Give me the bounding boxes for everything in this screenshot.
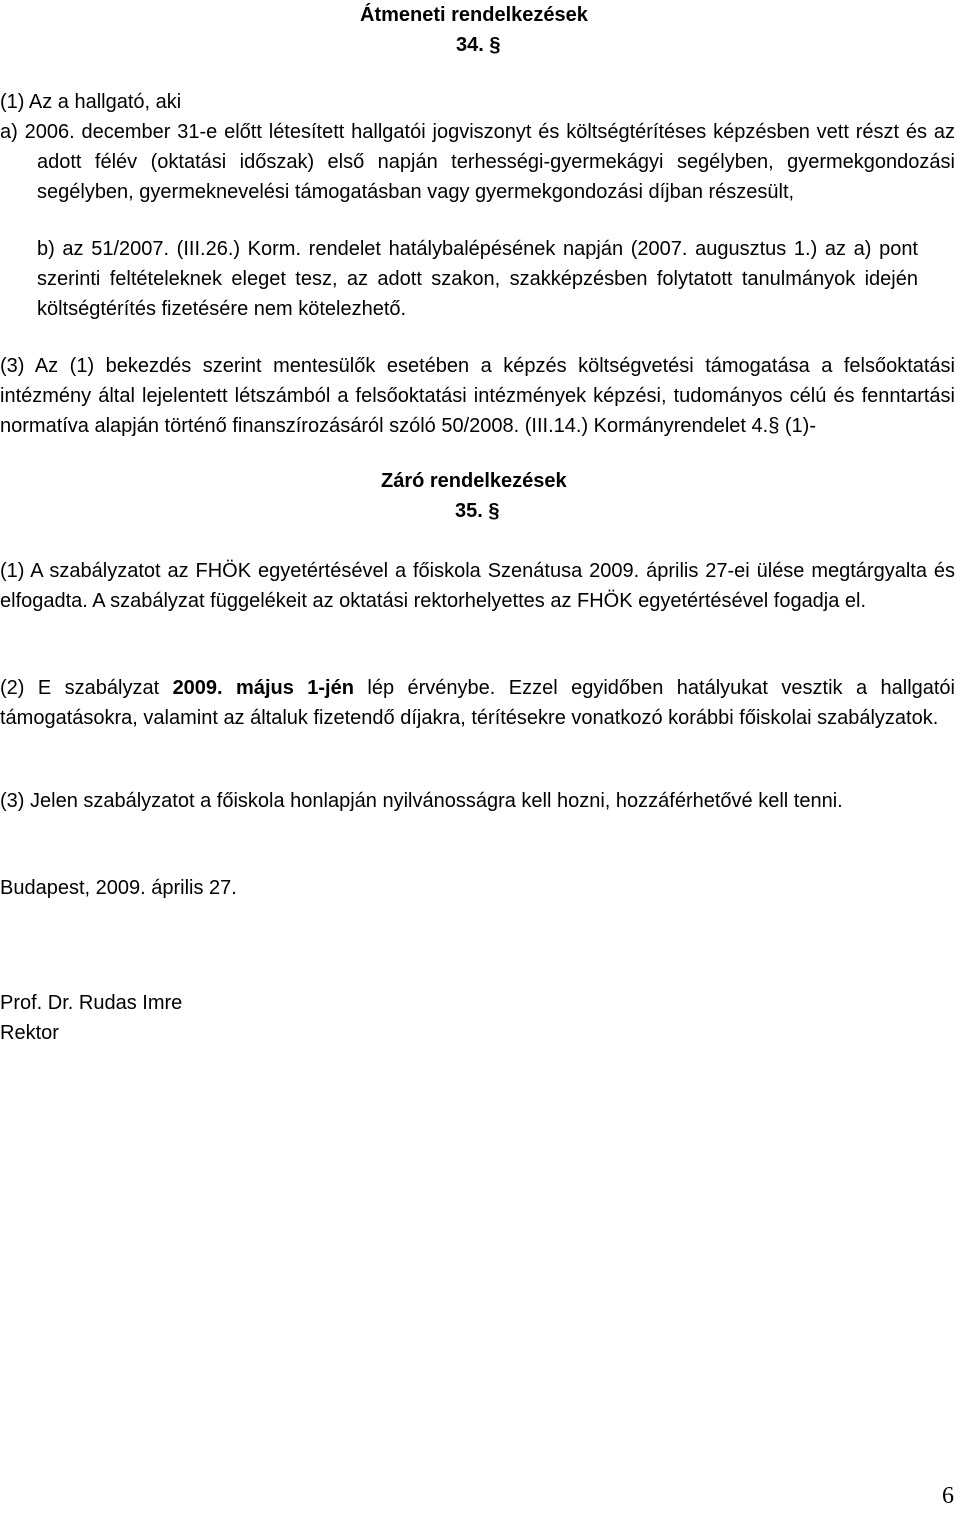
s35-paragraph-3: (3) Jelen szabályzatot a főiskola honlapján nyilvánosságra kell hozni, hozzáférhetővé kell tenni. [0,790,843,812]
effective-date: 2009. május 1-jén [172,677,354,699]
s34-paragraph-1-intro: (1) Az a hallgató, aki [0,91,182,113]
s35-paragraph-2 [0,673,955,733]
heading-closing-provisions: Záró rendelkezések [381,470,567,492]
section-35-number: 35. § [455,500,500,522]
s34-point-a: a) 2006. december 31-e előtt létesített hallgatói jogviszonyt és költségtérítéses képzésben vett részt és az adott félév (oktatási időszak) első napján terhességi-gyermekágyi segélyben, gyermekgondozási segélyben, gyermeknevelési támogatásban vagy gyermekgondozási díjban részesült, [0,121,955,203]
s35-paragraph-2-prefix: (2) E szabályzat [0,677,173,699]
s35-paragraph-1: (1) A szabályzatot az FHÖK egyetértésével a főiskola Szenátusa 2009. április 27-ei ülése megtárgyalta és elfogadta. A szabályzat függelékeit az oktatási rektorhelyettes az FHÖK egyetértésével fogadja el. [0,560,955,612]
signatory-title: Rektor [0,1022,59,1044]
page-number: 6 [942,1483,954,1509]
s34-point-b: b) az 51/2007. (III.26.) Korm. rendelet hatálybalépésének napján (2007. augusztus 1.) az a) pont szerinti feltételeknek eleget tesz, az adott szakon, szakképzésben folytatott tanulmányok idején költségtérítés fizetésére nem kötelezhető. [37,238,918,320]
place-and-date: Budapest, 2009. április 27. [0,877,237,899]
section-34-number: 34. § [456,34,501,56]
heading-transitional-provisions: Átmeneti rendelkezések [360,4,588,26]
s35-paragraph-2-rest: lép érvénybe. Ezzel egyidőben hatályukat vesztik a hallgatói támogatásokra, valamint az általuk fizetendő díjakra, térítésekre vonatkozó korábbi főiskolai szabályzatok. [0,677,956,729]
signatory-name: Prof. Dr. Rudas Imre [0,992,183,1014]
s34-paragraph-3: (3) Az (1) bekezdés szerint mentesülők esetében a képzés költségvetési támogatása a felsőoktatási intézmény által lejelentett létszámból a felsőoktatási intézmények képzési, tudományos célú és fenntartási normatíva alapján történő finanszírozásáról szóló 50/2008. (III.14.) Kormányrendelet 4.§ (1)- [0,355,955,437]
